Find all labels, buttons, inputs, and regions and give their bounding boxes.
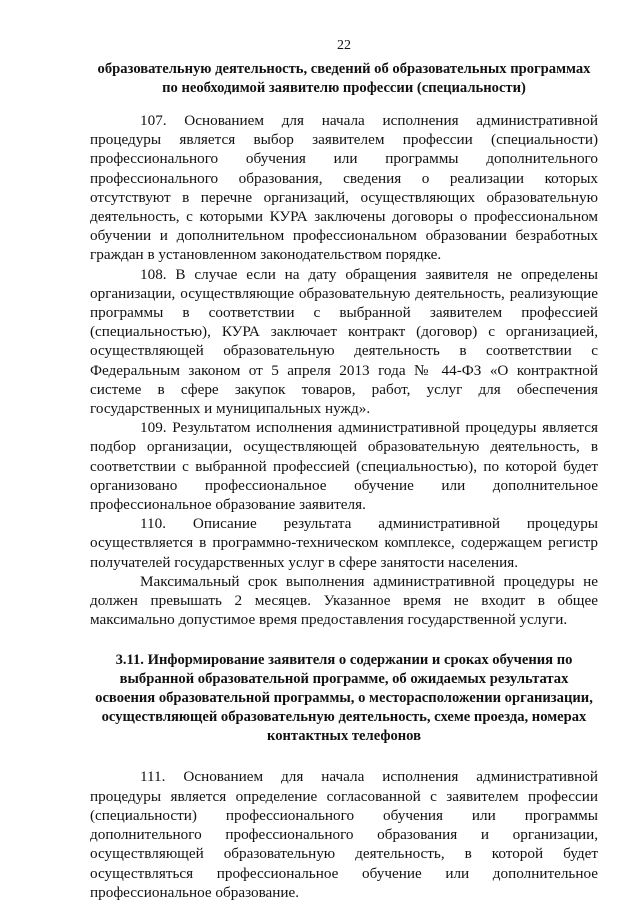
page-number: 22 <box>337 38 351 53</box>
paragraph-109: 109. Результатом исполнения административной процедуры является подбор организации, осуществляющей образовательную деятельность, в соответствии с выбранной профессией (специальностью), по которой будет организовано профессиональное обучение или дополнительное профессиональное образование заявителя. <box>90 419 598 514</box>
paragraph-max-term: Максимальный срок выполнения административной процедуры не должен превышать 2 месяцев. Указанное время не входит в общее максимально допустимое время предоставления государственной услуги. <box>90 572 598 629</box>
section-heading-3-11: 3.11. Информирование заявителя о содержании и сроках обучения по выбранной образовательной программе, об ожидаемых результатах освоения образовательной программы, о месторасположении организации, осуществляющей образовательную деятельность, схеме проезда, номерах контактных телефонов <box>95 652 593 745</box>
continued-heading: образовательную деятельность, сведений об образовательных программах по необходимой заявителю профессии (специальности) <box>97 61 591 96</box>
paragraph-110: 110. Описание результата административной процедуры осуществляется в программно-техническом комплексе, содержащем регистр получателей государственных услуг в сфере занятости населения. <box>90 515 598 571</box>
document-page <box>90 38 598 902</box>
paragraph-111: 111. Основанием для начала исполнения административной процедуры является определение согласованной с заявителем профессии (специальности) профессионального обучения или программы дополнительного профессионального образования и организации, осуществляющей образовательную деятельность, в которой будет осуществляться профессиональное обучение или дополнительное профессиональное образование. <box>90 768 598 901</box>
paragraph-107: 107. Основанием для начала исполнения административной процедуры является выбор заявителем профессии (специальности) профессионального обучения или программы дополнительного профессионального образования, сведения о реализации которых отсутствуют в перечне организаций, осуществляющих образовательную деятельность, с которыми КУРА заключены договоры о профессиональном обучении и дополнительном профессиональном образовании безработных граждан в установленном законодательством порядке. <box>90 112 598 264</box>
paragraph-108: 108. В случае если на дату обращения заявителя не определены организации, осуществляющие образовательную деятельность, реализующие программы в соответствии с выбранной заявителем профессией (специальностью), КУРА заключает контракт (договор) с организацией, осуществляющей образовательную деятельность в соответствии с Федеральным законом от 5 апреля 2013 года № 44-ФЗ «О контрактной системе в сфере закупок товаров, работ, услуг для обеспечения государственных и муниципальных нужд». <box>90 265 598 418</box>
paragraphs-top <box>90 111 598 629</box>
